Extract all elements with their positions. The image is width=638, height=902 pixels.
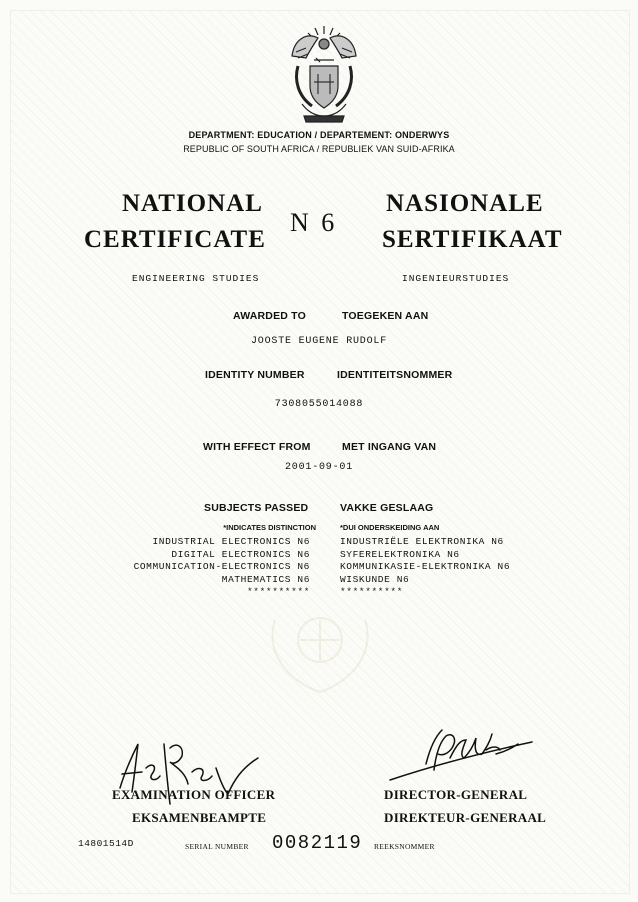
- subject-item-af: **********: [340, 586, 404, 597]
- subject-item-af: KOMMUNIKASIE-ELEKTRONIKA N6: [340, 561, 511, 572]
- certificate-level: N 6: [290, 208, 338, 237]
- watermark-emblem: [255, 600, 385, 700]
- republic-line: REPUBLIC OF SOUTH AFRICA / REPUBLIEK VAN SUID-AFRIKA: [183, 144, 455, 154]
- subject-item-af: SYFERELEKTRONIKA N6: [340, 548, 460, 560]
- effect-label-en: WITH EFFECT FROM: [203, 441, 311, 453]
- identity-label-en: IDENTITY NUMBER: [205, 369, 305, 381]
- distinction-note-en: *INDICATES DISTINCTION: [223, 523, 316, 532]
- title-right-line2: SERTIFIKAAT: [382, 226, 563, 253]
- serial-number-label-en: SERIAL NUMBER: [185, 842, 249, 851]
- serial-number-label-af: REEKSNOMMER: [374, 842, 435, 851]
- subjects-list-af: [340, 536, 560, 599]
- subject-item-en: INDUSTRIAL ELECTRONICS N6: [152, 536, 310, 547]
- subject-item-af: WISKUNDE N6: [340, 573, 410, 585]
- coat-of-arms-icon: [284, 22, 364, 124]
- subject-item-en: COMMUNICATION-ELECTRONICS N6: [133, 561, 310, 572]
- examination-officer-title-en: EXAMINATION OFFICER: [112, 787, 276, 802]
- title-left-line2: CERTIFICATE: [84, 226, 266, 253]
- recipient-name: JOOSTE EUGENE RUDOLF: [250, 336, 388, 347]
- title-right-line1: NASIONALE: [386, 190, 544, 217]
- effect-label-af: MET INGANG VAN: [342, 441, 437, 453]
- examination-officer-title-af: EKSAMENBEAMPTE: [132, 810, 267, 825]
- subject-item-af: INDUSTRIËLE ELEKTRONIKA N6: [340, 536, 504, 547]
- subjects-label-en: SUBJECTS PASSED: [204, 502, 309, 514]
- identity-label-af: IDENTITEITSNOMMER: [337, 369, 453, 381]
- study-field-af: INGENIEURSTUDIES: [402, 273, 510, 284]
- reference-code: 14801514D: [78, 838, 134, 849]
- director-general-title-af: DIREKTEUR-GENERAAL: [384, 810, 547, 825]
- subjects-label-af: VAKKE GESLAAG: [340, 502, 434, 514]
- subjects-list-en: [100, 536, 310, 599]
- effect-date: 2001-09-01: [284, 462, 353, 473]
- serial-number: 0082119: [272, 832, 363, 854]
- director-general-signature: [386, 724, 536, 784]
- identity-number: 7308055014088: [274, 399, 364, 410]
- subject-item-en: MATHEMATICS N6: [221, 573, 310, 585]
- study-field-en: ENGINEERING STUDIES: [132, 273, 260, 284]
- subject-item-en: DIGITAL ELECTRONICS N6: [171, 548, 310, 560]
- subject-item-en: **********: [246, 586, 310, 597]
- certificate-paper: [10, 10, 630, 894]
- department-line: DEPARTMENT: EDUCATION / DEPARTEMENT: ONDERWYS: [188, 130, 450, 140]
- awarded-label-en: AWARDED TO: [233, 310, 306, 322]
- title-left-line1: NATIONAL: [122, 190, 263, 217]
- director-general-title-en: DIRECTOR-GENERAL: [384, 787, 528, 802]
- distinction-note-af: *DUI ONDERSKEIDING AAN: [340, 523, 440, 532]
- awarded-label-af: TOEGEKEN AAN: [342, 310, 429, 322]
